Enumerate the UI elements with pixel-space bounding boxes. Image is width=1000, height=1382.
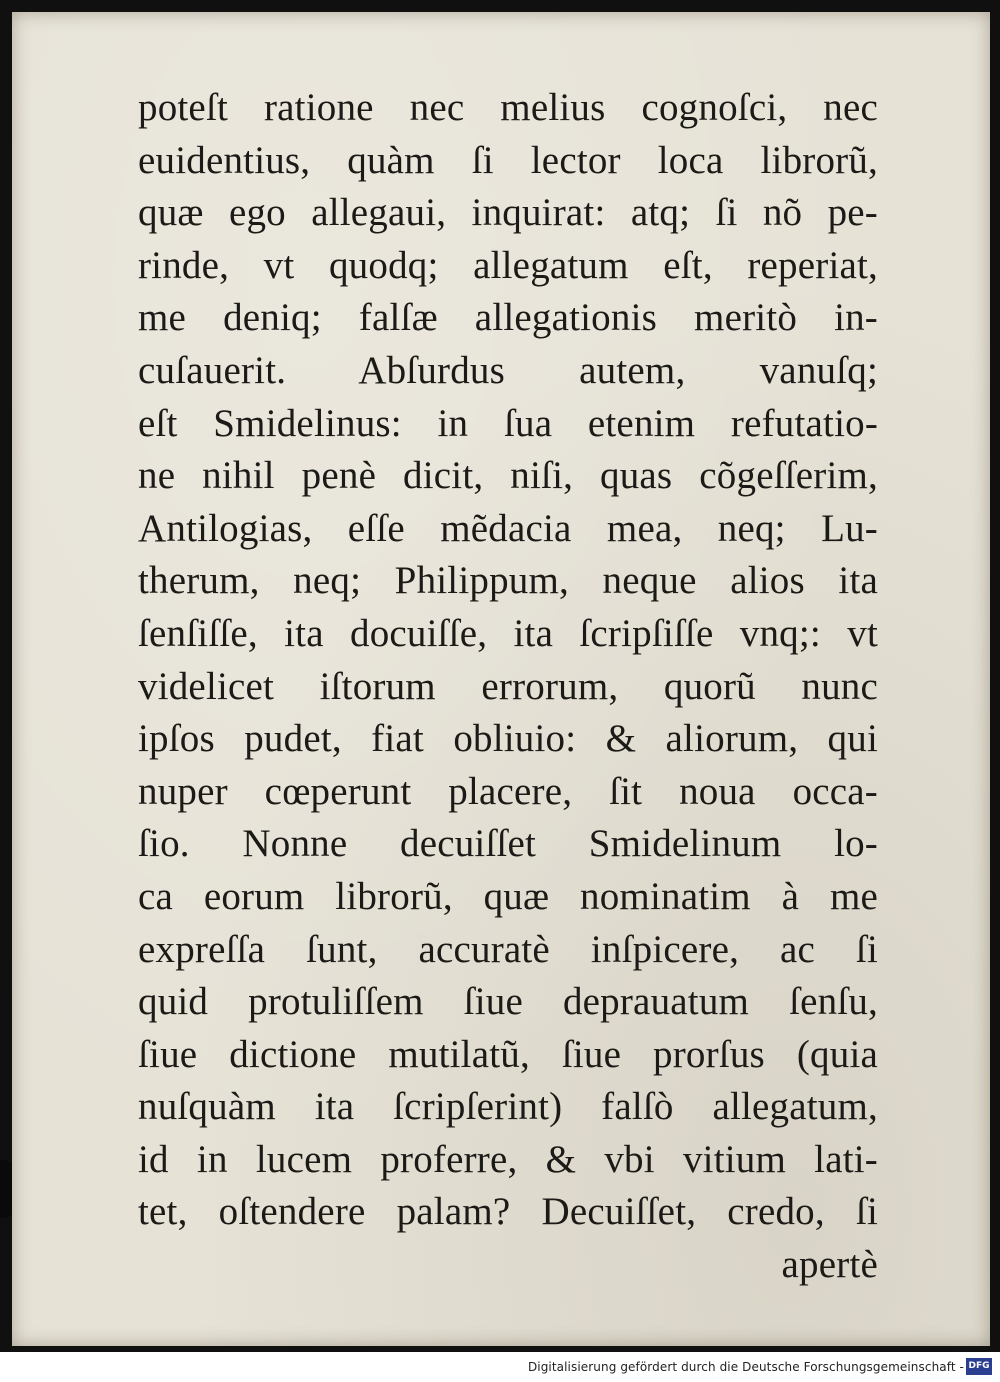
- text-line: therum, neq; Philippum, neque alios ita: [138, 559, 878, 603]
- text-line: tet, oſtendere palam? Decuiſſet, credo, ſi: [138, 1190, 878, 1234]
- catchword: apertè: [781, 1243, 878, 1287]
- text-line: ne nihil penè dicit, niſi, quas cõgeſſerim,: [138, 454, 878, 498]
- text-line: euidentius, quàm ſi lector loca librorũ,: [138, 138, 878, 182]
- text-line: ſiue dictione mutilatũ, ſiue prorſus (quia: [138, 1032, 878, 1076]
- text-line: nuper cœperunt placere, ſit noua occa-: [138, 769, 878, 813]
- text-line: eſt Smidelinus: in ſua etenim refutatio-: [138, 401, 878, 445]
- text-line: videlicet iſtorum errorum, quorũ nunc: [138, 664, 878, 708]
- text-line: cuſauerit. Abſurdus autem, vanuſq;: [138, 348, 878, 392]
- text-line: ipſos pudet, fiat obliuio: & aliorum, qui: [138, 717, 878, 761]
- text-line: quid protuliſſem ſiue deprauatum ſenſu,: [138, 980, 878, 1024]
- text-line: quæ ego allegaui, inquirat: atq; ſi nõ pe-: [138, 191, 878, 235]
- text-line: poteſt ratione nec melius cognoſci, nec: [138, 86, 878, 129]
- text-line: ſenſiſſe, ita docuiſſe, ita ſcripſiſſe vnq;: vt: [138, 611, 878, 655]
- page-text: [138, 82, 878, 1292]
- text-line: rinde, vt quodq; allegatum eſt, reperiat,: [138, 243, 878, 287]
- text-line: ſio. Nonne decuiſſet Smidelinum lo-: [138, 822, 878, 866]
- digitization-credit: Digitalisierung gefördert durch die Deutsche Forschungsgemeinschaft -: [527, 1360, 964, 1374]
- text-line: Antilogias, eſſe mẽdacia mea, neq; Lu-: [138, 506, 878, 550]
- text-line: me deniq; falſæ allegationis meritò in-: [138, 296, 878, 340]
- text-line: ca eorum librorũ, quæ nominatim à me: [138, 874, 878, 918]
- dfg-logo: DFG: [966, 1358, 992, 1375]
- text-line: nuſquàm ita ſcripſerint) falſò allegatum,: [138, 1085, 878, 1129]
- text-line: expreſſa ſunt, accuratè inſpicere, ac ſi: [138, 927, 878, 971]
- text-line: id in lucem proferre, & vbi vitium lati-: [138, 1137, 878, 1181]
